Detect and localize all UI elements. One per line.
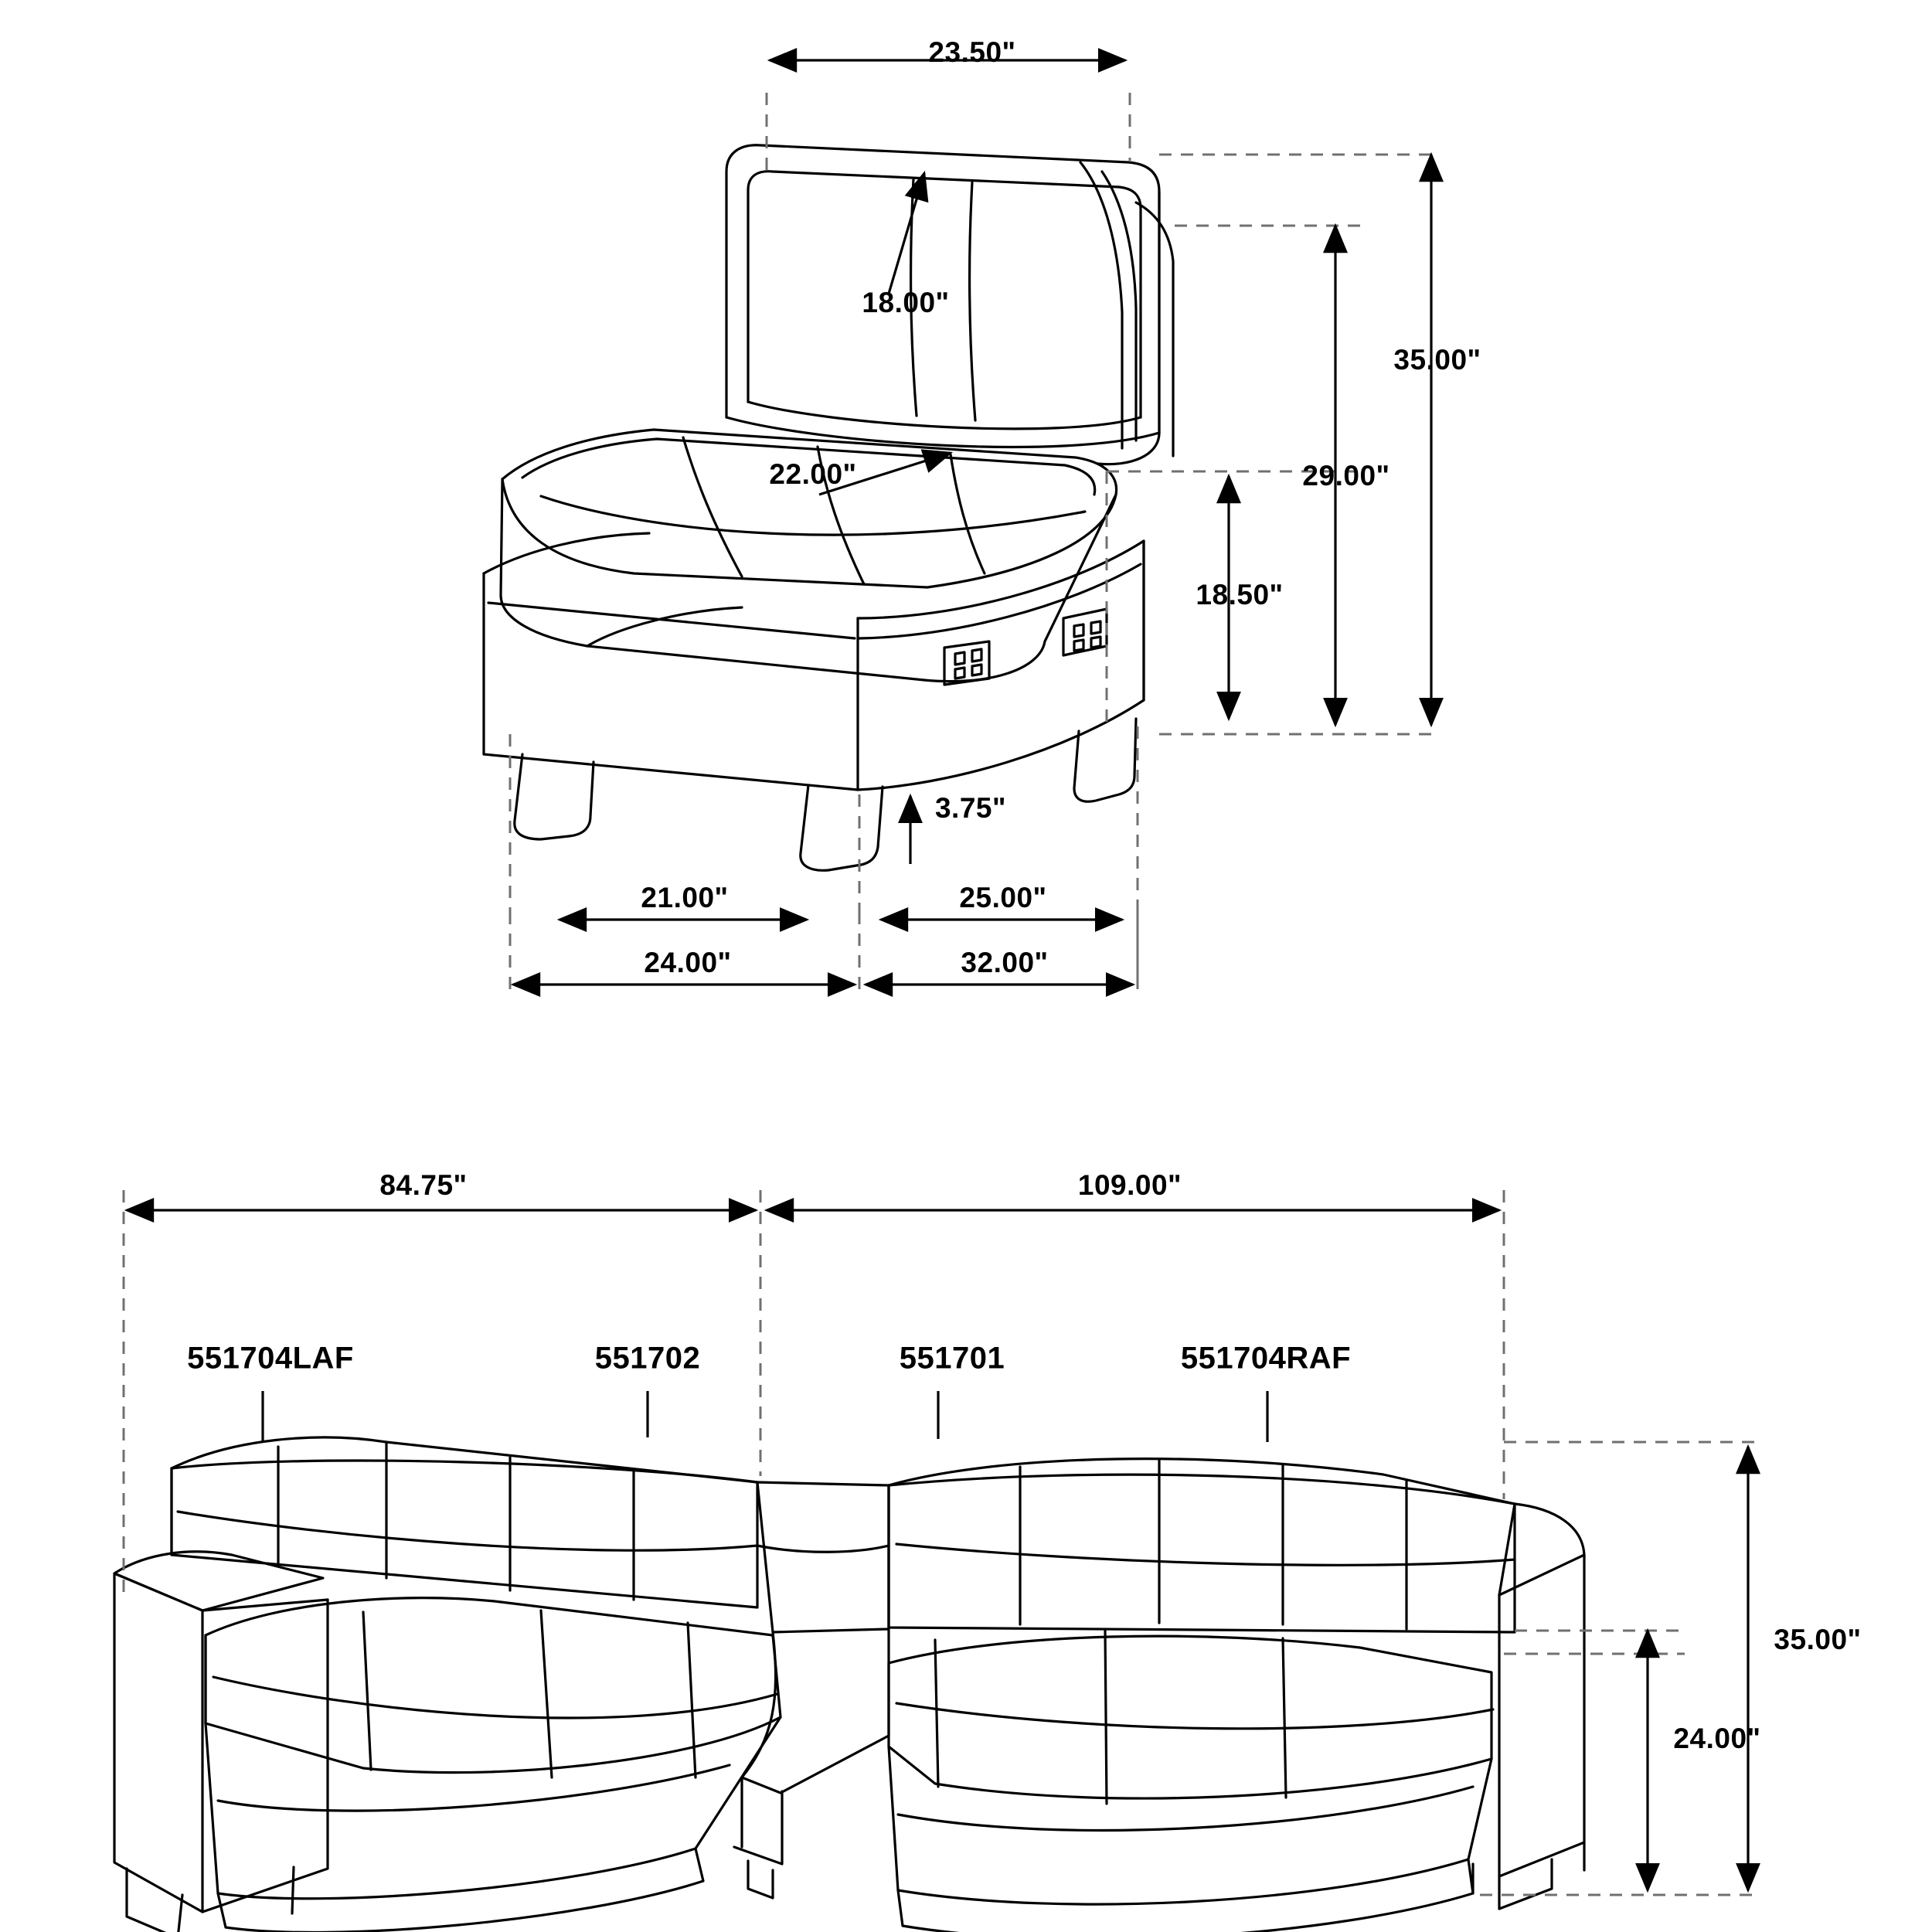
dim-left-section-length: 84.75" [379, 1169, 468, 1201]
dim-overall-depth: 32.00" [961, 947, 1049, 978]
dim-seat-width-inner: 21.00" [641, 882, 729, 913]
dim-back-cushion-depth: 18.00" [862, 287, 950, 318]
dim-overall-height-top: 35.00" [1393, 344, 1481, 376]
part-label-551704RAF: 551704RAF [1180, 1341, 1352, 1376]
part-label-551702: 551702 [594, 1341, 701, 1376]
dim-seat-back-width: 23.50" [928, 36, 1016, 68]
dim-overall-width: 24.00" [644, 947, 732, 978]
dim-back-height: 29.00" [1302, 460, 1390, 492]
dim-seat-height: 18.50" [1196, 579, 1284, 611]
part-label-551701: 551701 [899, 1341, 1005, 1376]
dim-arm-height: 24.00" [1673, 1723, 1761, 1754]
dim-overall-height-bottom: 35.00" [1774, 1624, 1862, 1655]
dim-right-section-length: 109.00" [1077, 1169, 1182, 1201]
dim-side-depth-inner: 25.00" [959, 882, 1047, 913]
part-label-551704LAF: 551704LAF [187, 1341, 354, 1376]
dim-seat-depth: 22.00" [769, 458, 857, 490]
dim-leg-height: 3.75" [934, 792, 1007, 824]
